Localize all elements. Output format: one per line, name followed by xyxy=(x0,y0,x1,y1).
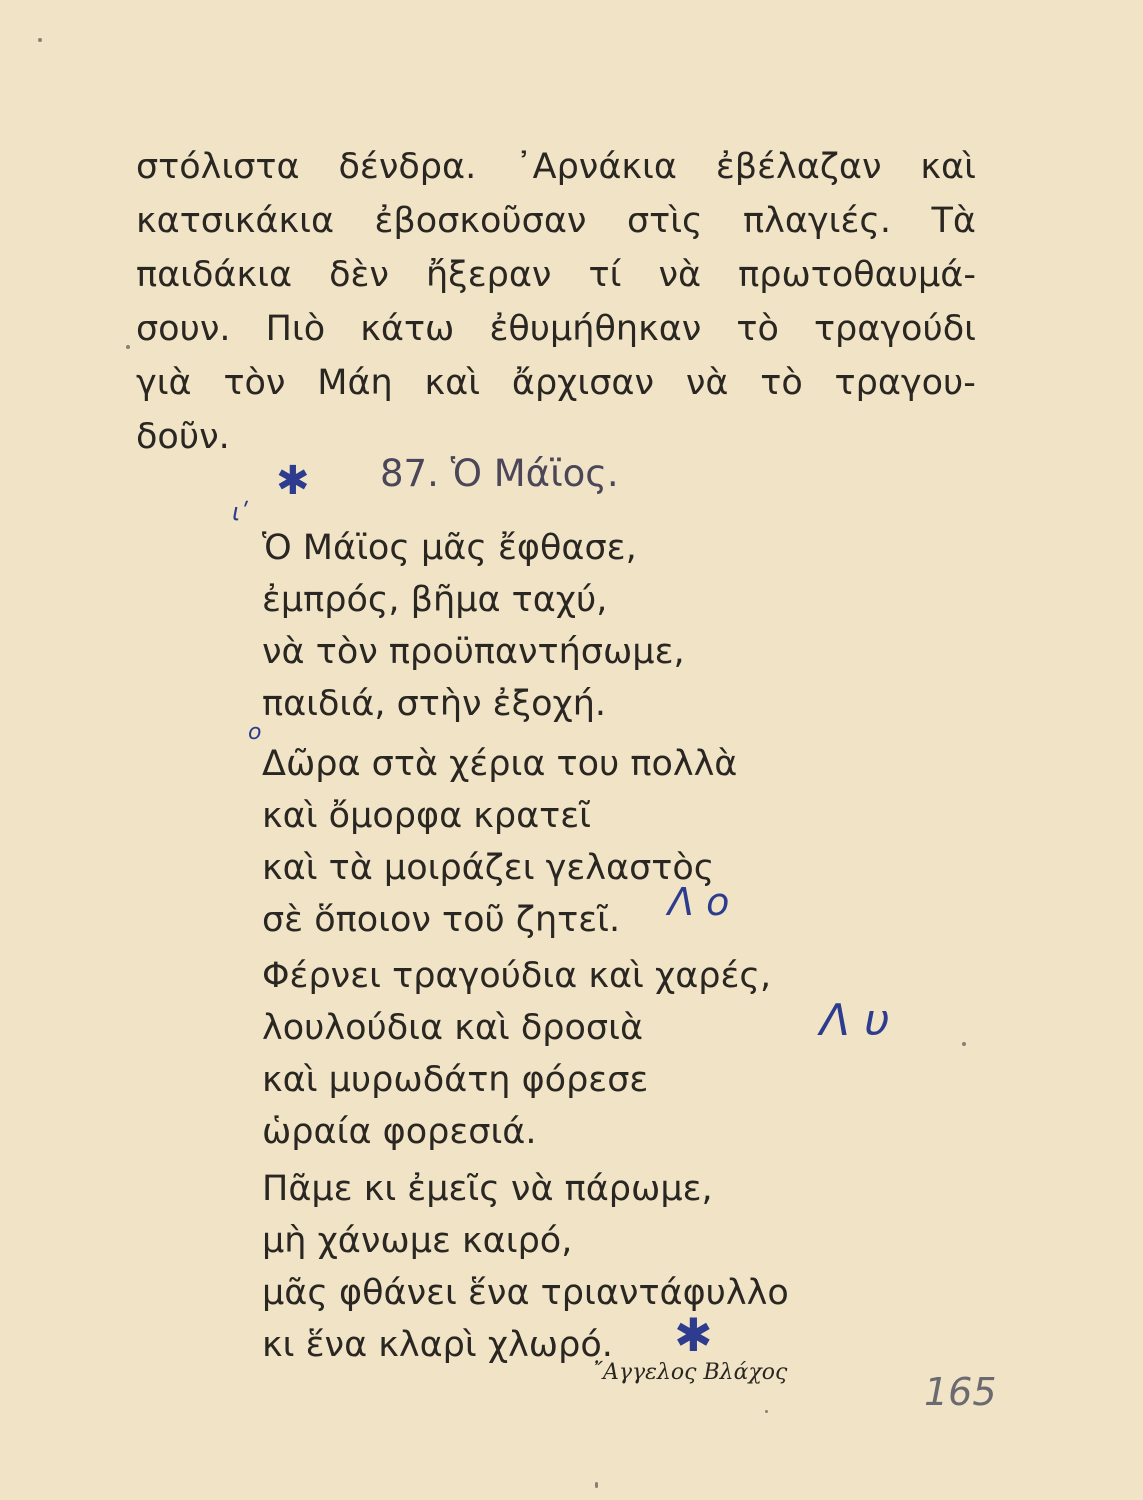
handwritten-margin-note: ιʹ xyxy=(232,498,247,526)
prose-word: Τὰ xyxy=(931,201,976,241)
verse-line: νὰ τὸν προϋπαντήσωμε, xyxy=(262,632,685,672)
prose-word: Μάη xyxy=(317,363,393,403)
prose-word: Πιὸ xyxy=(265,309,326,349)
verse-line: λουλούδια καὶ δροσιὰ xyxy=(262,1008,644,1048)
prose-word: ἐβοσκοῦσαν xyxy=(374,201,587,241)
paper-speck xyxy=(962,1042,966,1046)
handwritten-margin-note: Λ o xyxy=(668,880,730,924)
paper-speck xyxy=(765,1410,768,1413)
prose-word: παιδάκια xyxy=(136,255,293,295)
handwritten-star-mark: ✱ xyxy=(674,1308,713,1362)
prose-line xyxy=(136,302,976,356)
prose-line xyxy=(136,356,976,410)
prose-word: καὶ xyxy=(424,363,481,403)
verse-line: Φέρνει τραγούδια καὶ χαρές, xyxy=(262,956,772,996)
poem-author: ῎Αγγελος Βλάχος xyxy=(592,1360,788,1385)
handwritten-margin-note: o xyxy=(248,720,262,745)
prose-word: κάτω xyxy=(360,309,455,349)
prose-word: ἐβέλαζαν xyxy=(715,147,882,187)
paper-speck xyxy=(126,345,130,349)
prose-word: πρωτοθαυμά- xyxy=(738,255,976,295)
poem-stanza-2 xyxy=(262,738,902,946)
prose-line xyxy=(136,140,976,194)
prose-word: ἄρχισαν xyxy=(511,363,655,403)
verse-line: σὲ ὅποιον τοῦ ζητεῖ. xyxy=(262,900,621,940)
prose-word: καὶ xyxy=(920,147,976,187)
verse-line: μὴ χάνωμε καιρό, xyxy=(262,1221,573,1261)
verse-line: Δῶρα στὰ χέρια του πολλὰ xyxy=(262,744,738,784)
prose-word: σουν. xyxy=(136,309,231,349)
prose-line xyxy=(136,194,976,248)
prose-word: τὸ xyxy=(736,309,779,349)
prose-word: ᾿Αρνάκια xyxy=(515,147,677,187)
verse-line: παιδιά, στὴν ἐξοχή. xyxy=(262,684,607,724)
prose-word: νὰ xyxy=(658,255,702,295)
prose-word: στὶς xyxy=(626,201,703,241)
verse-line: Πᾶμε κι ἐμεῖς νὰ πάρωμε, xyxy=(262,1169,713,1209)
prose-word: νὰ xyxy=(685,363,729,403)
handwritten-page-number: 165 xyxy=(924,1370,997,1414)
verse-line: καὶ τὰ μοιράζει γελαστὸς xyxy=(262,848,715,888)
prose-line xyxy=(136,248,976,302)
prose-word: δένδρα. xyxy=(338,147,477,187)
verse-line: καὶ μυρωδάτη φόρεσε xyxy=(262,1060,649,1100)
prose-word: γιὰ xyxy=(136,363,192,403)
poem-stanza-3 xyxy=(262,950,902,1158)
verse-line: καὶ ὄμορφα κρατεῖ xyxy=(262,796,592,836)
handwritten-star-mark: ✱ xyxy=(276,458,310,504)
prose-word: δὲν xyxy=(329,255,389,295)
prose-word: τραγου- xyxy=(834,363,976,403)
prose-word: κατσικάκια xyxy=(136,201,335,241)
verse-line: Ὁ Μάϊος μᾶς ἔφθασε, xyxy=(262,528,637,568)
prose-paragraph xyxy=(136,140,976,464)
paper-speck xyxy=(595,1482,598,1488)
prose-word: ἤξεραν xyxy=(426,255,552,295)
handwritten-margin-note: Λ υ xyxy=(820,995,890,1046)
prose-word: δοῦν. xyxy=(136,417,230,457)
poem-stanza-4 xyxy=(262,1163,902,1371)
paper-speck xyxy=(38,38,42,42)
verse-line: κι ἕνα κλαρὶ χλωρό. xyxy=(262,1325,613,1365)
verse-line: ὡραία φορεσιά. xyxy=(262,1112,537,1152)
verse-line: ἐμπρός, βῆμα ταχύ, xyxy=(262,580,608,620)
prose-word: ἐθυμήθηκαν xyxy=(489,309,702,349)
verse-line: μᾶς φθάνει ἕνα τριαντάφυλλο xyxy=(262,1273,789,1313)
poem-stanza-1 xyxy=(262,522,902,730)
prose-word: τί xyxy=(588,255,622,295)
prose-word: στόλιστα xyxy=(136,147,300,187)
prose-word: πλαγιές. xyxy=(743,201,892,241)
prose-word: τραγούδι xyxy=(813,309,976,349)
poem-title: 87. Ὁ Μάϊος. xyxy=(380,452,619,495)
prose-word: τὸν xyxy=(223,363,286,403)
prose-word: τὸ xyxy=(760,363,803,403)
